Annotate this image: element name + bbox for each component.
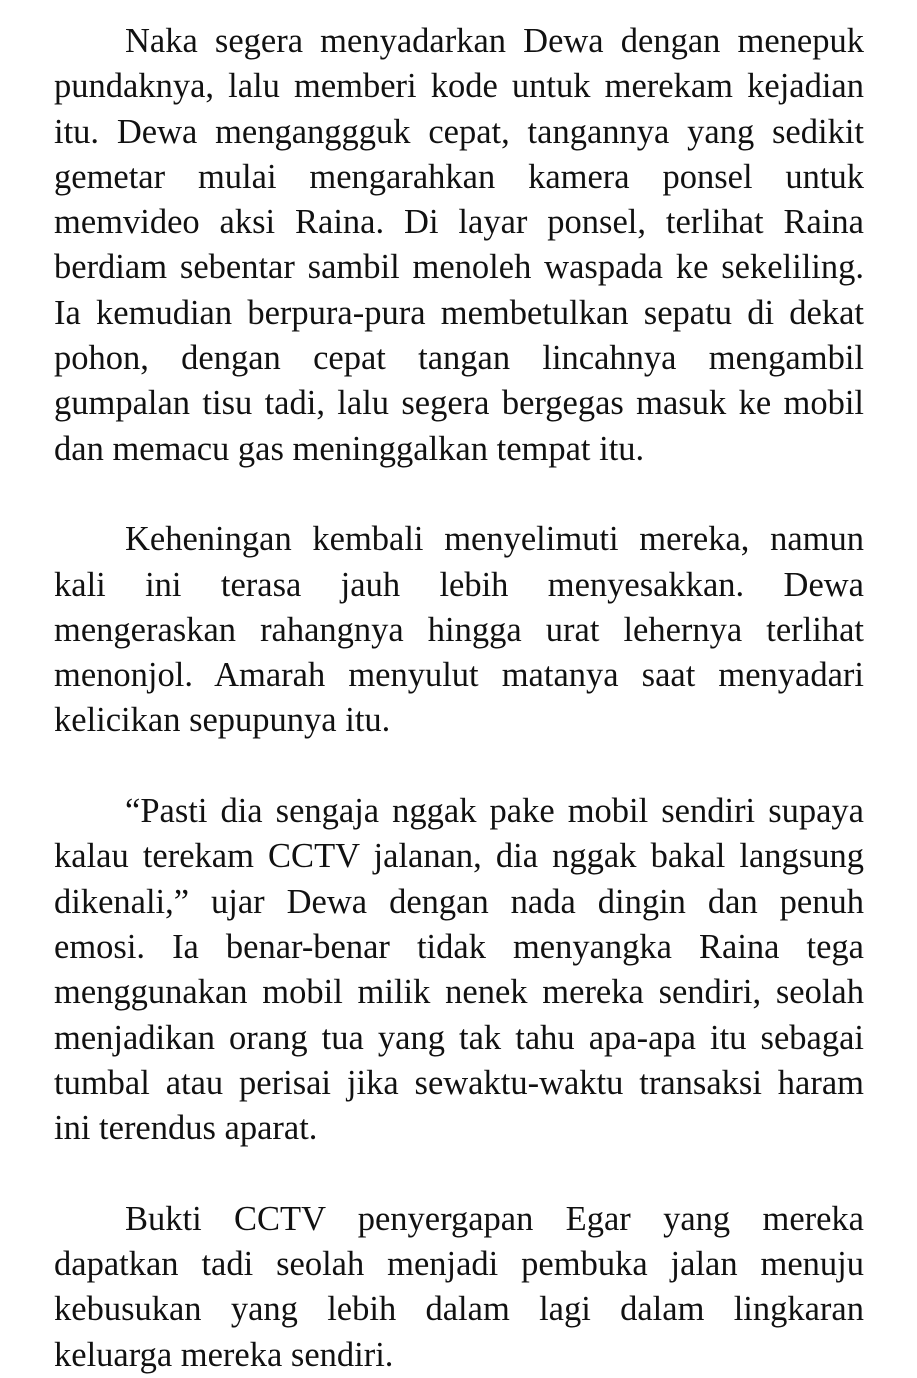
paragraph-2: Keheningan kembali menyelimuti mereka, namun kali ini terasa jauh lebih menyesakkan. Dewa mengeraskan rahangnya hingga urat lehernya terlihat menonjol. Amarah menyulut matanya saat menyadari kelicikan sepupunya itu.: [54, 520, 864, 740]
document-page: [54, 19, 864, 1378]
paragraph-4: Bukti CCTV penyergapan Egar yang mereka dapatkan tadi seolah menjadi pembuka jalan menuju kebusukan yang lebih dalam lagi dalam lingkaran keluarga mereka sendiri.: [54, 1199, 864, 1374]
paragraph-3: “Pasti dia sengaja nggak pake mobil sendiri supaya kalau terekam CCTV jalanan, dia nggak bakal langsung dikenali,” ujar Dewa dengan nada dingin dan penuh emosi. Ia benar-benar tidak menyangka Raina tega menggunakan mobil milik nenek mereka sendiri, seolah menjadikan orang tua yang tak tahu apa-apa itu sebagai tumbal atau perisai jika sewaktu-waktu transaksi haram ini terendus aparat.: [54, 792, 864, 1148]
paragraph-1: Naka segera menyadarkan Dewa dengan menepuk pundaknya, lalu memberi kode untuk merekam kejadian itu. Dewa menganggguk cepat, tangannya yang sedikit gemetar mulai mengarahkan kamera ponsel untuk memvideo aksi Raina. Di layar ponsel, terlihat Raina berdiam sebentar sambil menoleh waspada ke sekeliling. Ia kemudian berpura-pura membetulkan sepatu di dekat pohon, dengan cepat tangan lincahnya mengambil gumpalan tisu tadi, lalu segera bergegas masuk ke mobil dan memacu gas meninggalkan tempat itu.: [54, 22, 864, 468]
